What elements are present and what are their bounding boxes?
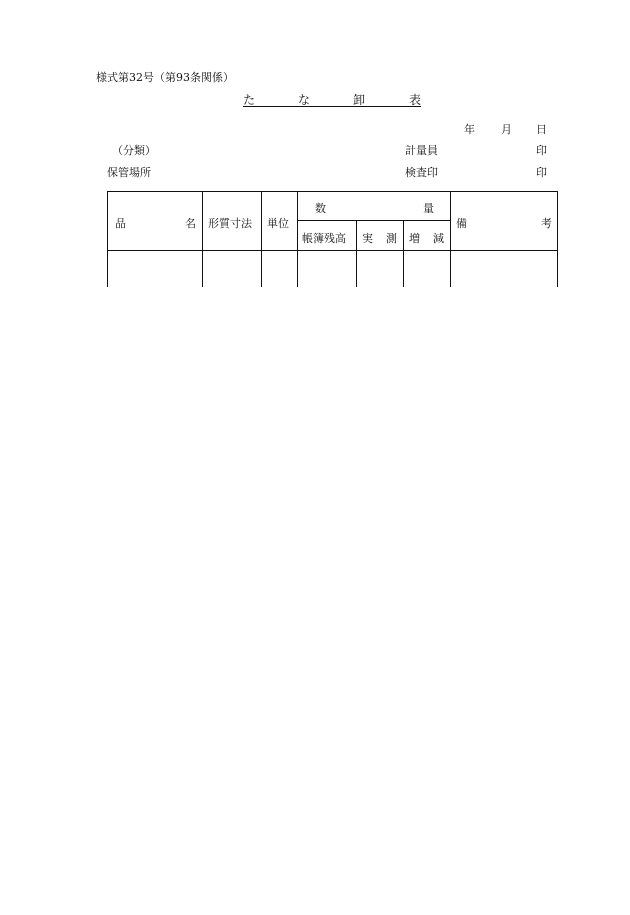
date-day-label: 日 [536, 123, 547, 136]
location-label: 保管場所 [107, 166, 151, 179]
actual-header-char-2: 測 [386, 232, 397, 245]
actual-header-char-1: 実 [362, 232, 373, 245]
date-year-label: 年 [464, 123, 475, 136]
title-char-3: 卸 [353, 93, 366, 107]
unit-header: 単位 [267, 217, 289, 230]
change-header-char-1: 増 [409, 232, 420, 245]
quantity-header-char-1: 数 [315, 202, 326, 215]
form-number: 様式第32号（第93条関係） [96, 71, 234, 84]
remarks-header-char-2: 考 [541, 217, 552, 230]
item-name-header-char-1: 品 [115, 217, 126, 230]
book-balance-header: 帳簿残高 [302, 232, 346, 245]
inventory-table [107, 191, 557, 286]
spec-header: 形質寸法 [208, 217, 252, 230]
change-header-char-2: 減 [433, 232, 444, 245]
quantity-header-char-2: 量 [423, 202, 434, 215]
title-char-1: た [243, 93, 256, 107]
title-char-2: な [298, 93, 311, 107]
remarks-header-char-1: 備 [456, 217, 467, 230]
checker-label: 検査印 [405, 166, 438, 179]
category-label: （分類） [112, 144, 156, 157]
item-name-header-char-2: 名 [185, 217, 196, 230]
checker-seal: 印 [536, 166, 547, 179]
document-title [243, 91, 421, 107]
measurer-label: 計量員 [405, 144, 438, 157]
title-char-4: 表 [409, 93, 422, 107]
date-month-label: 月 [501, 123, 512, 136]
measurer-seal: 印 [536, 144, 547, 157]
